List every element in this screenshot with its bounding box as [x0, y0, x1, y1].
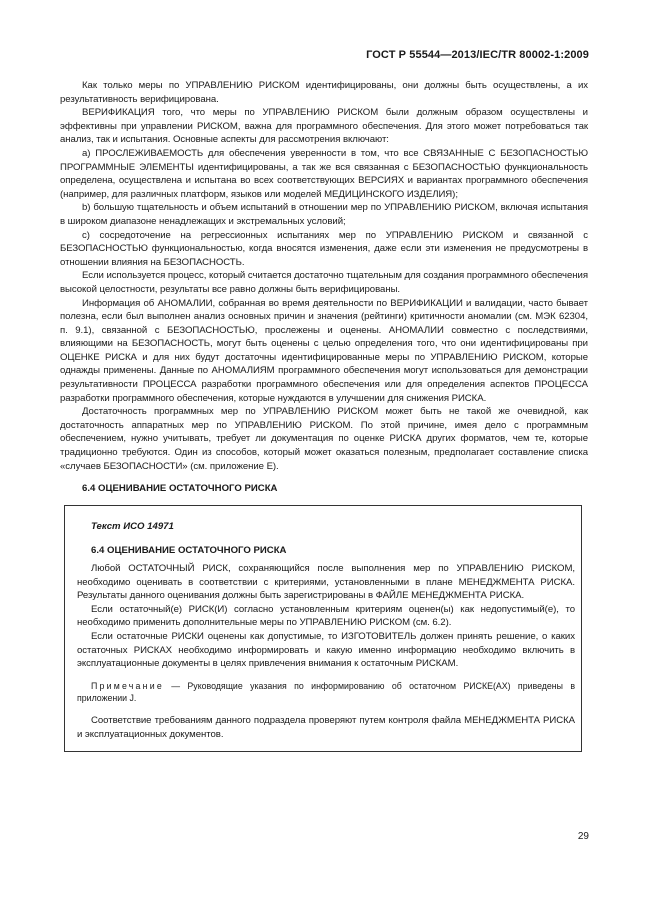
iso-section-title: 6.4 ОЦЕНИВАНИЕ ОСТАТОЧНОГО РИСКА [91, 545, 287, 557]
paragraph-4: Информация об АНОМАЛИИ, собранная во время деятельности по ВЕРИФИКАЦИИ и валидации, часто бывает полезна, если был выполнен анализ основных причин и значения (рейтинги) критичности аномалии (см. МЭК 62304, п. 9.1), связанной с БЕЗОПАСНОСТЬЮ, прослежены и оценены. АНОМАЛИИ совместно с последствиями, влияющими на БЕЗОПАСНОСТЬ, могут быть оценены с целью определения того, что они идентифицированы при ОЦЕНКЕ РИСКА и для них будут достаточны идентифицированные меры по УПРАВЛЕНИЮ РИСКОМ, которые однажды применены. Данные по АНОМАЛИЯМ программного обеспечения могут использоваться для демонстрации результативности ПРОЦЕССА разработки программного обеспечения или для определения аспектов ПРОЦЕССА разработки программного обеспечения, которые нуждаются в улучшении для снижения РИСКА. [60, 297, 588, 404]
iso-text-box [64, 505, 582, 752]
page-content [60, 79, 588, 752]
list-item-b: b) большую тщательность и объем испытаний в отношении мер по УПРАВЛЕНИЮ РИСКОМ, включая испытания в широком диапазоне ненадлежащих и экстремальных условий; [60, 202, 588, 227]
note-text: — Руководящие указания по информированию об остаточном РИСКЕ(АХ) приведены в приложении J. [77, 680, 575, 704]
page-number: 29 [577, 831, 589, 842]
section-title: 6.4 ОЦЕНИВАНИЕ ОСТАТОЧНОГО РИСКА [82, 483, 278, 495]
paragraph-2: ВЕРИФИКАЦИЯ того, что меры по УПРАВЛЕНИЮ РИСКОМ были должным образом осуществлены и эффективны при управлении РИСКОМ, важна для программного обеспечения. Для этого может потребоваться так анализ, так и испытания. Основные аспекты для рассмотрения включают: [60, 107, 588, 146]
document-code-header: ГОСТ Р 55544—2013/IEC/TR 80002-1:2009 [366, 49, 589, 61]
iso-text-label: Текст ИСО 14971 [91, 520, 174, 532]
list-item-a: а) ПРОСЛЕЖИВАЕМОСТЬ для обеспечения уверенности в том, что все СВЯЗАННЫЕ С БЕЗОПАСНОСТЬЮ ПРОГРАММНЫЕ ЭЛЕМЕНТЫ идентифицированы, а так же вся связанная с БЕЗОПАСНОСТЬЮ функциональность определена, осуществлена и испытана во всех соответствующих ВЕРСИЯХ и вариантах программного обеспечения (например, для различных платформ, языков или моделей МЕДИЦИНСКОГО ИЗДЕЛИЯ); [60, 147, 588, 200]
iso-note [77, 680, 575, 705]
iso-final-paragraph: Соответствие требованиям данного подраздела проверяют путем контроля файла МЕНЕДЖМЕНТА РИСКА и эксплуатационных документов. [77, 714, 575, 740]
iso-paragraph-2: Если остаточный(е) РИСК(И) согласно установленным критериям оценен(ы) как недопустимый(е), то необходимо применить дополнительные меры по УПРАВЛЕНИЮ РИСКОМ (см. 6.2). [77, 603, 575, 629]
list-item-c: с) сосредоточение на регрессионных испытаниях мер по УПРАВЛЕНИЮ РИСКОМ и связанной с БЕЗОПАСНОСТЬЮ функциональностью, когда вносятся изменения, даже если эти изменения не предусмотрены в отношении влияния на БЕЗОПАСНОСТЬ. [60, 229, 588, 268]
iso-paragraph-3: Если остаточные РИСКИ оценены как допустимые, то ИЗГОТОВИТЕЛЬ должен принять решение, о каких остаточных РИСКАХ необходимо информировать и какую именно информацию необходимо включить в эксплуатационные документы в целях привлечения внимания к остаточным РИСКАМ. [77, 630, 575, 670]
note-label: Примечание [91, 680, 164, 691]
paragraph-3: Если используется процесс, который считается достаточно тщательным для создания программного обеспечения высокой целостности, результаты все равно должны быть верифицированы. [60, 270, 588, 295]
paragraph-5: Достаточность программных мер по УПРАВЛЕНИЮ РИСКОМ может быть не такой же очевидной, как достаточность аппаратных мер по УПРАВЛЕНИЮ РИСКОМ. По этой причине, имея дело с программным обеспечением, нужно учитывать, требует ли документация по оценке РИСКА других форматов, чем те, которые традиционно требуются. Один из способов, который может оказаться полезным, предполагает составление списка «случаев БЕЗОПАСНОСТИ» (см. приложение Е). [60, 406, 588, 472]
iso-paragraph-1: Любой ОСТАТОЧНЫЙ РИСК, сохраняющийся после выполнения мер по УПРАВЛЕНИЮ РИСКОМ, необходимо оценивать в соответствии с критериями, установленными в плане МЕНЕДЖМЕНТА РИСКА. Результаты данного оценивания должны быть зарегистрированы в ФАЙЛЕ МЕНЕДЖМЕНТА РИСКА. [77, 563, 575, 602]
paragraph-1: Как только меры по УПРАВЛЕНИЮ РИСКОМ идентифицированы, они должны быть осуществлены, а их результативность верифицирована. [60, 80, 588, 105]
